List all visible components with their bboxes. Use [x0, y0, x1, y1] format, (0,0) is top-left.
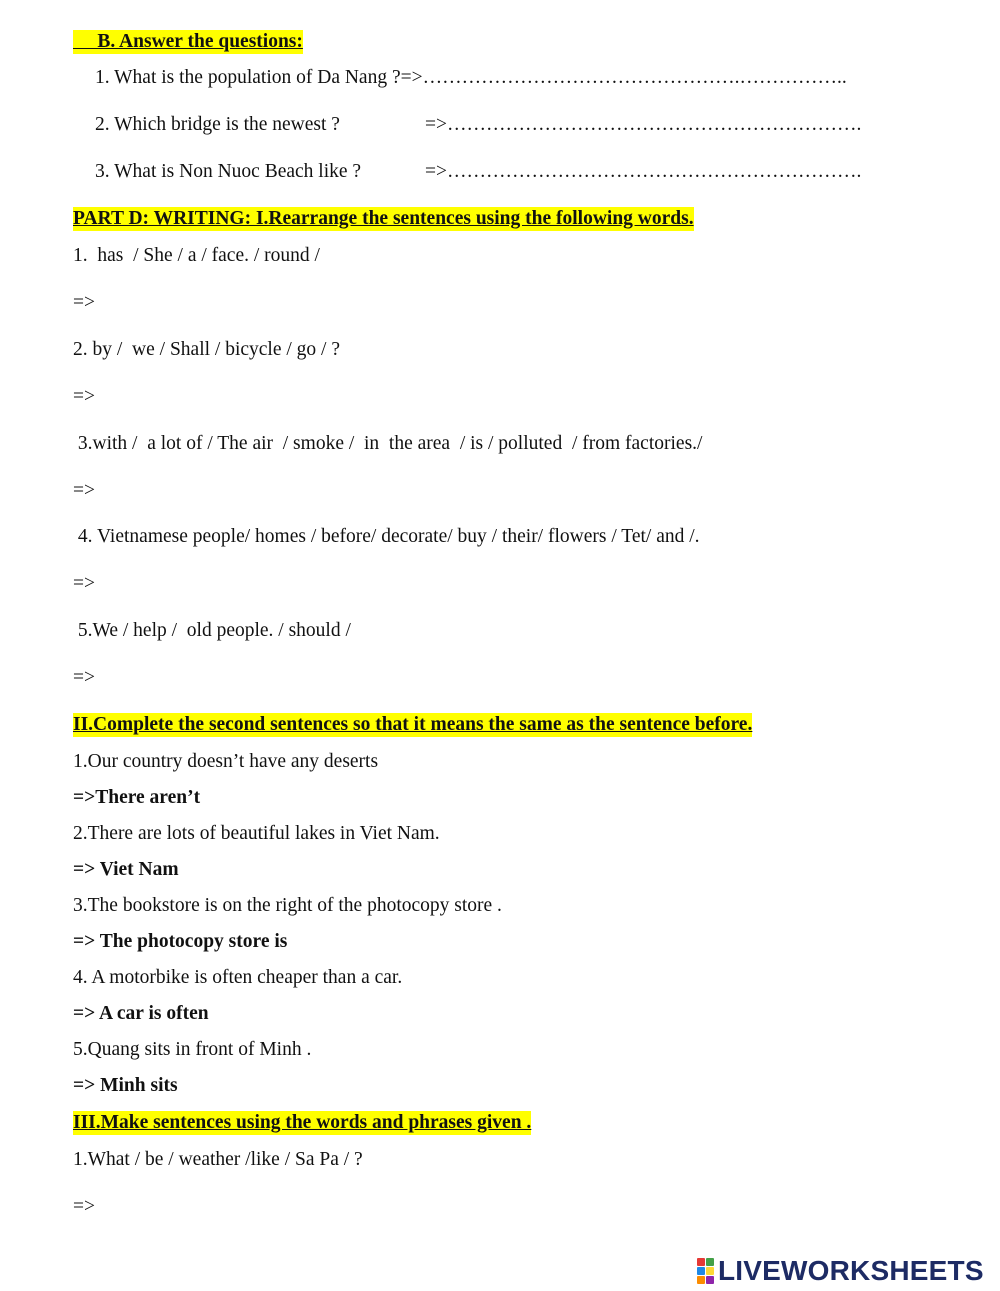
- rearrange-answer-3[interactable]: =>: [73, 480, 95, 501]
- transform-answer-4[interactable]: => A car is often: [73, 1003, 209, 1024]
- rearrange-answer-2[interactable]: =>: [73, 386, 95, 407]
- logo-mark-tile: [697, 1258, 705, 1266]
- question-1: [95, 66, 847, 90]
- sentence-build-answer-1[interactable]: =>: [73, 1196, 95, 1217]
- logo-mark-tile: [706, 1267, 714, 1275]
- transform-sentence-2: 2.There are lots of beautiful lakes in Viet Nam.: [73, 823, 440, 844]
- part-d-title: PART D: WRITING: I.Rearrange the sentences using the following words.: [73, 208, 694, 229]
- question-3-text: 3. What is Non Nuoc Beach like ?: [95, 161, 362, 182]
- rearrange-prompt-4: 4. Vietnamese people/ homes / before/ decorate/ buy / their/ flowers / Tet/ and /.: [73, 526, 700, 547]
- logo-mark-tile: [706, 1258, 714, 1266]
- transform-answer-5[interactable]: => Minh sits: [73, 1075, 178, 1096]
- logo-mark-tile: [697, 1276, 705, 1284]
- transform-answer-1[interactable]: =>There aren’t: [73, 787, 201, 808]
- liveworksheets-logo: [697, 1255, 984, 1287]
- rearrange-prompt-1: 1. has / She / a / face. / round /: [73, 245, 320, 266]
- part-iii-title: III.Make sentences using the words and phrases given .: [73, 1112, 532, 1133]
- rearrange-prompt-3: 3.with / a lot of / The air / smoke / in the area / is / polluted / from factories./: [73, 433, 703, 454]
- rearrange-answer-1[interactable]: =>: [73, 292, 95, 313]
- logo-mark-tile: [706, 1276, 714, 1284]
- transform-sentence-4: 4. A motorbike is often cheaper than a car.: [73, 967, 403, 988]
- rearrange-answer-4[interactable]: =>: [73, 573, 95, 594]
- logo-mark-tile: [697, 1267, 705, 1275]
- rearrange-prompt-2: 2. by / we / Shall / bicycle / go / ?: [73, 339, 340, 360]
- transform-answer-2[interactable]: => Viet Nam: [73, 859, 179, 880]
- rearrange-answer-5[interactable]: =>: [73, 667, 95, 688]
- transform-answer-3[interactable]: => The photocopy store is: [73, 931, 288, 952]
- transform-sentence-5: 5.Quang sits in front of Minh .: [73, 1039, 312, 1060]
- logo-mark-icon: [697, 1258, 714, 1284]
- part-ii-title: II.Complete the second sentences so that it means the same as the sentence before.: [73, 714, 753, 735]
- question-2-answer-line[interactable]: =>……………………………………………………….: [425, 114, 862, 135]
- transform-sentence-3: 3.The bookstore is on the right of the photocopy store .: [73, 895, 502, 916]
- logo-text: LIVEWORKSHEETS: [718, 1255, 984, 1286]
- sentence-build-prompt-1: 1.What / be / weather /like / Sa Pa / ?: [73, 1149, 363, 1170]
- question-1-answer-line[interactable]: ………………………………………….……………..: [422, 67, 847, 88]
- rearrange-prompt-5: 5.We / help / old people. / should /: [73, 620, 351, 641]
- question-3-answer-line[interactable]: =>……………………………………………………….: [425, 161, 862, 182]
- transform-sentence-1: 1.Our country doesn’t have any deserts: [73, 751, 379, 772]
- question-2-text: 2. Which bridge is the newest ?: [95, 114, 340, 135]
- section-b-title: B. Answer the questions:: [73, 31, 303, 52]
- question-1-text: 1. What is the population of Da Nang ?=>: [95, 67, 423, 88]
